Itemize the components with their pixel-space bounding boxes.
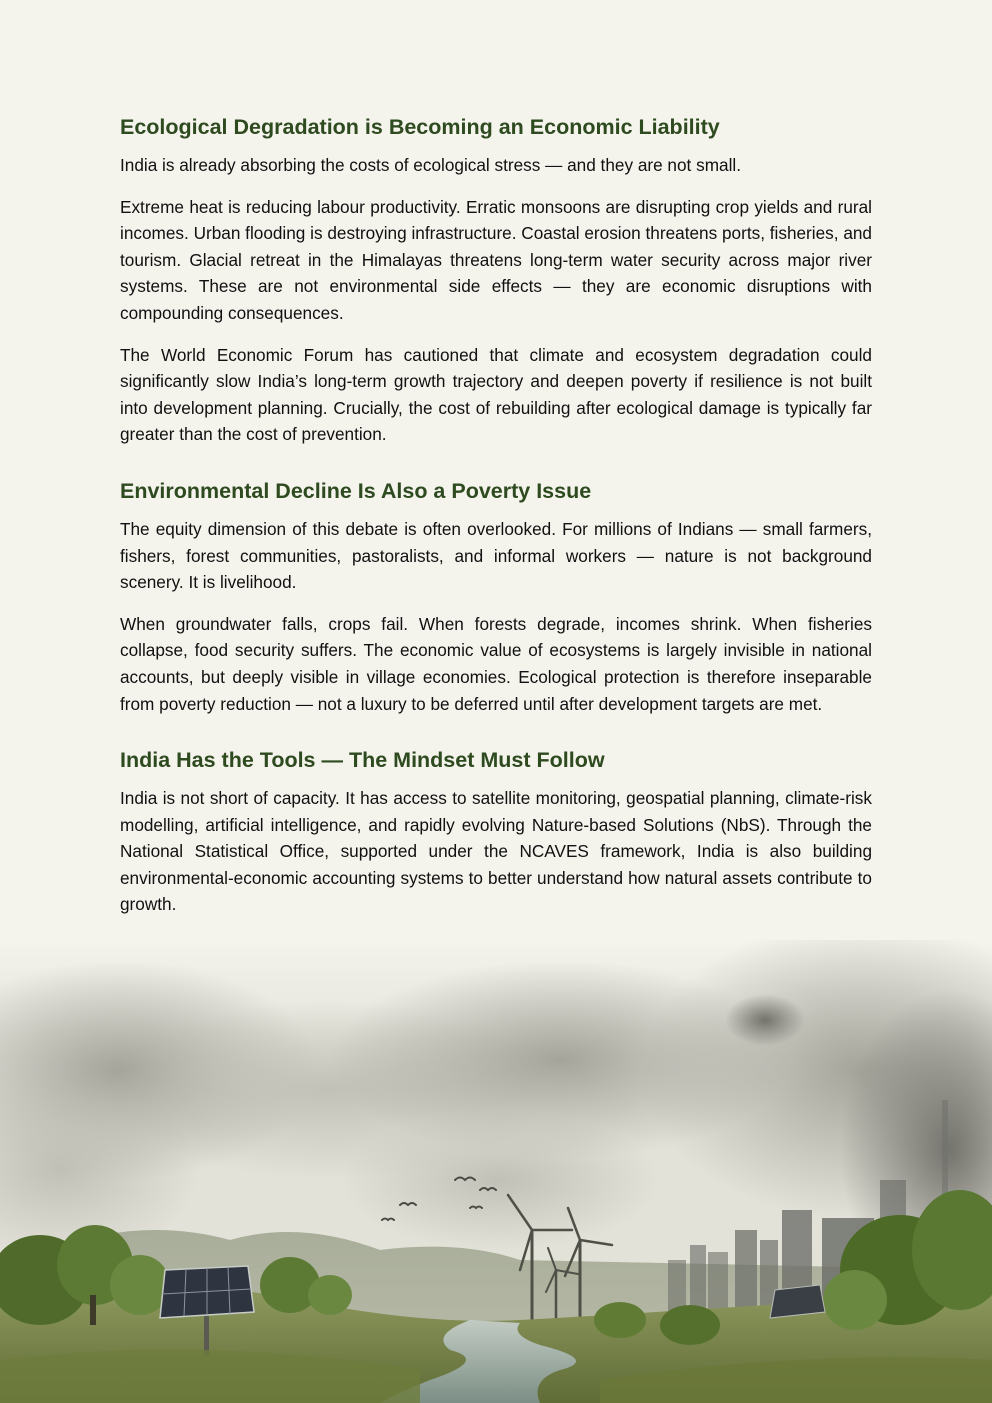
paragraph: The World Economic Forum has cautioned that climate and ecosystem degradation could significantly slow India’s long-term growth trajectory and deepen poverty if resilience is not built into development planning. Crucially, the cost of rebuilding after ecological damage is typically far greater than the cost of prevention. <box>120 344 872 445</box>
section-tools-mindset <box>120 745 872 918</box>
paragraph: Extreme heat is reducing labour productivity. Erratic monsoons are disrupting crop yields and rural incomes. Urban flooding is destroying infrastructure. Coastal erosion threatens ports, fisheries, and tourism. Glacial retreat in the Himalayas threatens long-term water security across major river systems. These are not environmental side effects — they are economic disruptions with compounding consequences. <box>120 196 872 323</box>
section-heading: Environmental Decline Is Also a Poverty Issue <box>120 478 592 503</box>
section-poverty-issue <box>120 476 872 717</box>
paragraph: India is not short of capacity. It has access to satellite monitoring, geospatial planning, climate-risk modelling, artificial intelligence, and rapidly evolving Nature-based Solutions (NbS). Through the National Statistical Office, supported under the NCAVES framework, India is also building environmental-economic accounting systems to better understand how natural assets contribute to growth. <box>120 788 872 915</box>
paragraph: India is already absorbing the costs of ecological stress — and they are not small. <box>120 155 741 175</box>
section-ecological-degradation <box>120 112 872 448</box>
section-heading: Ecological Degradation is Becoming an Economic Liability <box>120 115 720 139</box>
paragraph: The equity dimension of this debate is often overlooked. For millions of Indians — small farmers, fishers, forest communities, pastoralists, and informal workers — nature is not background scenery. It is livelihood. <box>120 518 872 593</box>
landscape-illustration <box>0 940 992 1403</box>
section-heading: India Has the Tools — The Mindset Must Follow <box>120 748 605 773</box>
paragraph: When groundwater falls, crops fail. When forests degrade, incomes shrink. When fisheries collapse, food security suffers. The economic value of ecosystems is largely invisible in national accounts, but deeply visible in village economies. Ecological protection is therefore inseparable from poverty reduction — not a luxury to be deferred until after development targets are met. <box>120 613 872 714</box>
article-body <box>120 112 872 918</box>
